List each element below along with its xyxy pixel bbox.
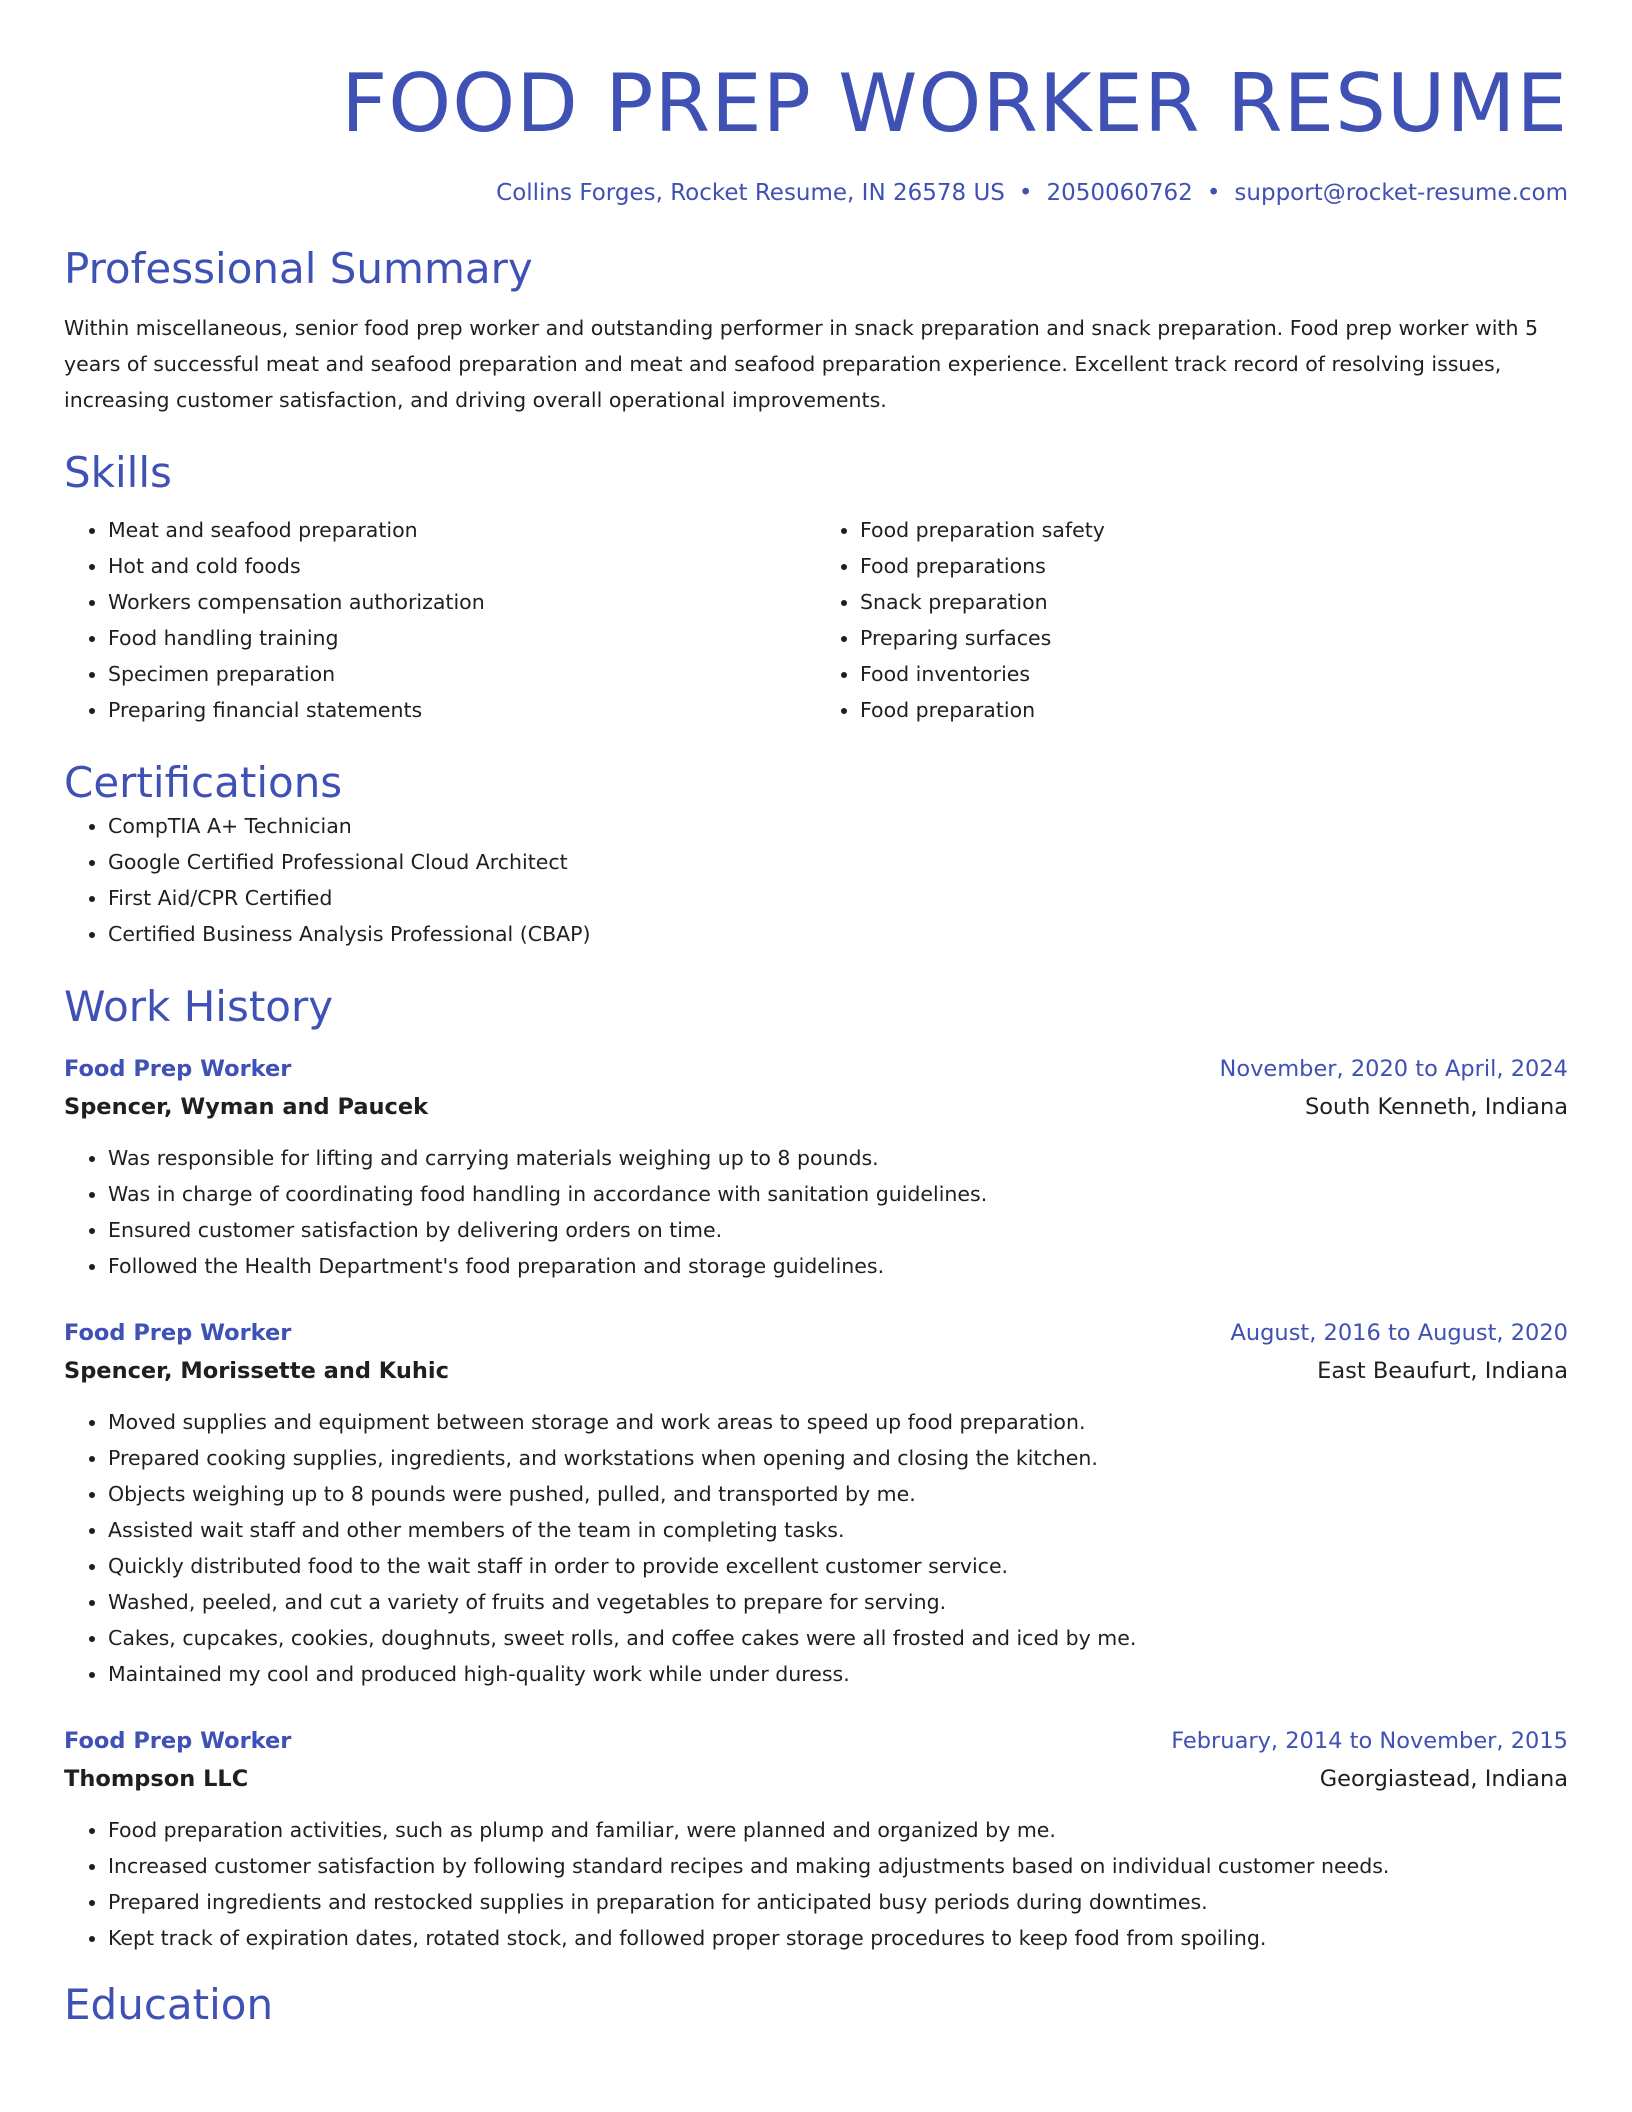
job-duty: • Maintained my cool and produced high-quality work while under duress. xyxy=(108,1656,1568,1692)
skills-columns xyxy=(64,512,1568,728)
job-company-row xyxy=(64,1088,1568,1126)
job-dates: November, 2020 to April, 2024 xyxy=(1219,1056,1568,1082)
certifications-heading: Certifications xyxy=(64,758,343,807)
skill-item: • Snack preparation xyxy=(860,584,1568,620)
job-entry xyxy=(64,1722,1568,1956)
skills-list-left xyxy=(64,512,816,728)
job-duties-list xyxy=(64,1812,1568,1956)
skill-item: • Food inventories xyxy=(860,656,1568,692)
contact-separator: • xyxy=(1206,180,1221,206)
contact-line xyxy=(64,180,1568,206)
skill-item: • Food preparation xyxy=(860,692,1568,728)
job-title-row xyxy=(64,1314,1568,1352)
job-duty: • Quickly distributed food to the wait staff in order to provide excellent customer service. xyxy=(108,1548,1568,1584)
job-entry xyxy=(64,1050,1568,1284)
job-company: Spencer, Wyman and Paucek xyxy=(64,1094,429,1120)
work-history-section xyxy=(64,982,1568,1956)
skill-item: • Preparing surfaces xyxy=(860,620,1568,656)
skill-item: • Preparing financial statements xyxy=(108,692,816,728)
skills-heading: Skills xyxy=(64,448,172,497)
job-duty: • Was in charge of coordinating food handling in accordance with sanitation guidelines. xyxy=(108,1176,1568,1212)
skills-list-right xyxy=(816,512,1568,728)
contact-email: support@rocket-resume.com xyxy=(1234,180,1568,206)
job-duty: • Prepared ingredients and restocked supplies in preparation for anticipated busy periods during downtimes. xyxy=(108,1884,1568,1920)
education-section xyxy=(64,1980,1568,2030)
resume-title: FOOD PREP WORKER RESUME xyxy=(341,57,1568,150)
skill-item: • Food preparation safety xyxy=(860,512,1568,548)
job-location: East Beaufurt, Indiana xyxy=(1317,1358,1568,1384)
job-duties-list xyxy=(64,1140,1568,1284)
job-company: Spencer, Morissette and Kuhic xyxy=(64,1358,449,1384)
job-title-row xyxy=(64,1050,1568,1088)
job-duty: • Followed the Health Department's food preparation and storage guidelines. xyxy=(108,1248,1568,1284)
summary-heading: Professional Summary xyxy=(64,244,533,293)
job-duty: • Was responsible for lifting and carrying materials weighing up to 8 pounds. xyxy=(108,1140,1568,1176)
certification-item: • First Aid/CPR Certified xyxy=(108,880,1568,916)
job-duty: • Cakes, cupcakes, cookies, doughnuts, sweet rolls, and coffee cakes were all frosted and iced by me. xyxy=(108,1620,1568,1656)
certifications-section xyxy=(64,758,1568,952)
job-duty: • Moved supplies and equipment between storage and work areas to speed up food preparation. xyxy=(108,1404,1568,1440)
job-location: Georgiastead, Indiana xyxy=(1319,1766,1568,1792)
job-dates: August, 2016 to August, 2020 xyxy=(1230,1320,1568,1346)
skills-section xyxy=(64,448,1568,728)
education-heading: Education xyxy=(64,1980,274,2029)
job-title: Food Prep Worker xyxy=(64,1056,292,1082)
contact-address: Collins Forges, Rocket Resume, IN 26578 US xyxy=(496,180,1005,206)
skill-item: • Meat and seafood preparation xyxy=(108,512,816,548)
skill-item: • Workers compensation authorization xyxy=(108,584,816,620)
summary-text: Within miscellaneous, senior food prep worker and outstanding performer in snack preparation and snack preparation. Food prep worker with 5 years of successful meat and seafood preparation and meat and seafood preparation experience. Excellent track record of resolving issues, increasing customer satisfaction, and driving overall operational improvements. xyxy=(64,316,1539,412)
skill-item: • Food handling training xyxy=(108,620,816,656)
skill-item: • Hot and cold foods xyxy=(108,548,816,584)
certification-item: • Certified Business Analysis Professional (CBAP) xyxy=(108,916,1568,952)
job-company-row xyxy=(64,1352,1568,1390)
job-duties-list xyxy=(64,1404,1568,1692)
skill-item: • Food preparations xyxy=(860,548,1568,584)
certifications-list xyxy=(64,808,1568,952)
certification-item: • CompTIA A+ Technician xyxy=(108,808,1568,844)
skill-item: • Specimen preparation xyxy=(108,656,816,692)
job-duty: • Washed, peeled, and cut a variety of fruits and vegetables to prepare for serving. xyxy=(108,1584,1568,1620)
job-duty: • Objects weighing up to 8 pounds were pushed, pulled, and transported by me. xyxy=(108,1476,1568,1512)
job-dates: February, 2014 to November, 2015 xyxy=(1171,1728,1568,1754)
contact-phone: 2050060762 xyxy=(1046,180,1193,206)
job-company-row xyxy=(64,1760,1568,1798)
job-duty: • Kept track of expiration dates, rotated stock, and followed proper storage procedures to keep food from spoiling. xyxy=(108,1920,1568,1956)
job-duty: • Prepared cooking supplies, ingredients, and workstations when opening and closing the kitchen. xyxy=(108,1440,1568,1476)
job-duty: • Food preparation activities, such as plump and familiar, were planned and organized by me. xyxy=(108,1812,1568,1848)
job-title: Food Prep Worker xyxy=(64,1320,292,1346)
certification-item: • Google Certified Professional Cloud Architect xyxy=(108,844,1568,880)
job-title-row xyxy=(64,1722,1568,1760)
job-location: South Kenneth, Indiana xyxy=(1304,1094,1568,1120)
job-duty: • Assisted wait staff and other members of the team in completing tasks. xyxy=(108,1512,1568,1548)
resume-header xyxy=(64,0,1568,206)
summary-section xyxy=(64,244,1568,418)
job-entry xyxy=(64,1314,1568,1692)
contact-separator: • xyxy=(1018,180,1033,206)
job-title: Food Prep Worker xyxy=(64,1728,292,1754)
job-duty: • Ensured customer satisfaction by delivering orders on time. xyxy=(108,1212,1568,1248)
work-history-heading: Work History xyxy=(64,982,334,1031)
job-company: Thompson LLC xyxy=(64,1766,249,1792)
job-duty: • Increased customer satisfaction by following standard recipes and making adjustments based on individual customer needs. xyxy=(108,1848,1568,1884)
